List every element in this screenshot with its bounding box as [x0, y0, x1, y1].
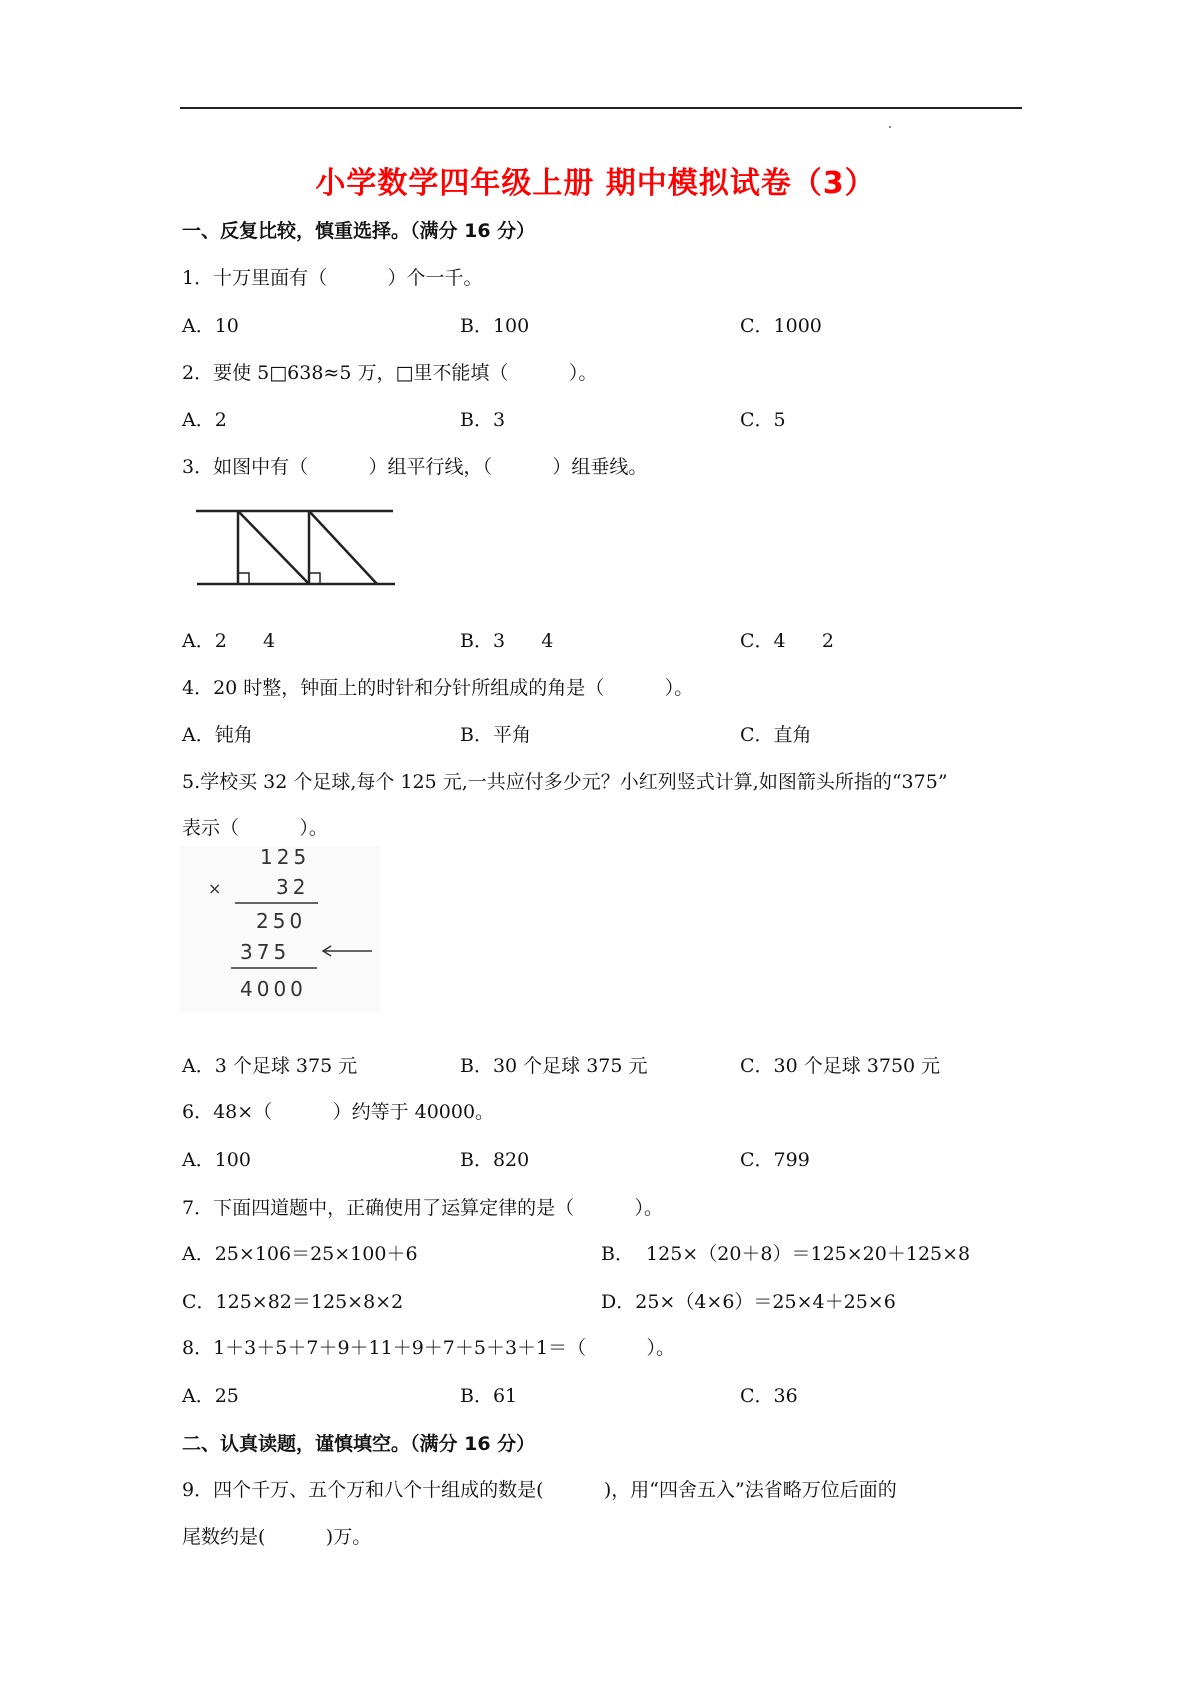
question-1: 1．十万里面有（ ）个一千。 [182, 267, 483, 289]
multiplicand: 125 [260, 846, 311, 869]
multiply-sign: × [208, 879, 226, 898]
option-c: C．4 2 [740, 630, 834, 652]
multiplier: 32 [276, 875, 310, 899]
question-3: 3．如图中有（ ）组平行线，（ ）组垂线。 [182, 456, 648, 478]
vertical-multiplication-figure [180, 846, 380, 1012]
option-a: A．100 [182, 1149, 251, 1171]
option-c: C．799 [740, 1149, 810, 1171]
parallel-lines-figure [180, 500, 410, 600]
option-c: C．1000 [740, 315, 822, 337]
question-5: 5.学校买 32 个足球,每个 125 元,一共应付多少元？小红列竖式计算,如图箭头所指的“375” [182, 771, 948, 793]
option-a: A．2 4 [182, 630, 276, 652]
option-b: B． 125×（20＋8）＝125×20＋125×8 [601, 1243, 971, 1265]
option-b: B．3 [460, 409, 506, 431]
option-a: A．25 [182, 1385, 239, 1407]
question-7: 7．下面四道题中，正确使用了运算定律的是（ ）。 [182, 1197, 663, 1219]
partial-product-1: 250 [256, 909, 307, 933]
question-4: 4．20 时整，钟面上的时针和分针所组成的角是（ ）。 [182, 677, 694, 699]
option-b: B．30 个足球 375 元 [460, 1055, 648, 1077]
question-9: 9．四个千万、五个万和八个十组成的数是( )，用“四舍五入”法省略万位后面的 [182, 1479, 897, 1501]
arrow-icon [323, 946, 372, 956]
section-heading-2: 二、认真读题，谨慎填空。（满分 16 分） [182, 1433, 536, 1455]
option-a: A．3 个足球 375 元 [182, 1055, 358, 1077]
question-5-line2: 表示（ ）。 [182, 817, 328, 839]
question-9-line2: 尾数约是( )万。 [182, 1526, 372, 1548]
option-b: B．3 4 [460, 630, 554, 652]
section-heading-1: 一、反复比较，慎重选择。（满分 16 分） [182, 220, 536, 242]
option-a: A．25×106＝25×100＋6 [182, 1243, 418, 1265]
option-c: C．125×82＝125×8×2 [182, 1291, 404, 1313]
partial-product-2: 375 [240, 940, 291, 964]
question-8: 8．1＋3＋5＋7＋9＋11＋9＋7＋5＋3＋1＝（ ）。 [182, 1337, 676, 1359]
option-a: A．10 [182, 315, 239, 337]
product: 4000 [240, 977, 307, 1001]
page-title: 小学数学四年级上册 期中模拟试卷（3） [315, 166, 876, 201]
option-c: C．30 个足球 3750 元 [740, 1055, 941, 1077]
option-b: B．820 [460, 1149, 530, 1171]
question-2: 2．要使 5□638≈5 万，□里不能填（ ）。 [182, 362, 598, 384]
option-c: C．5 [740, 409, 786, 431]
option-d: D．25×（4×6）＝25×4＋25×6 [601, 1291, 896, 1313]
option-c: C．36 [740, 1385, 798, 1407]
option-b: B．平角 [460, 724, 531, 746]
option-b: B．61 [460, 1385, 518, 1407]
header-dot [889, 126, 891, 128]
option-b: B．100 [460, 315, 530, 337]
option-a: A．2 [182, 409, 227, 431]
option-c: C．直角 [740, 724, 812, 746]
question-6: 6．48×（ ）约等于 40000。 [182, 1101, 495, 1123]
header-rule [180, 107, 1022, 109]
option-a: A．钝角 [182, 724, 253, 746]
